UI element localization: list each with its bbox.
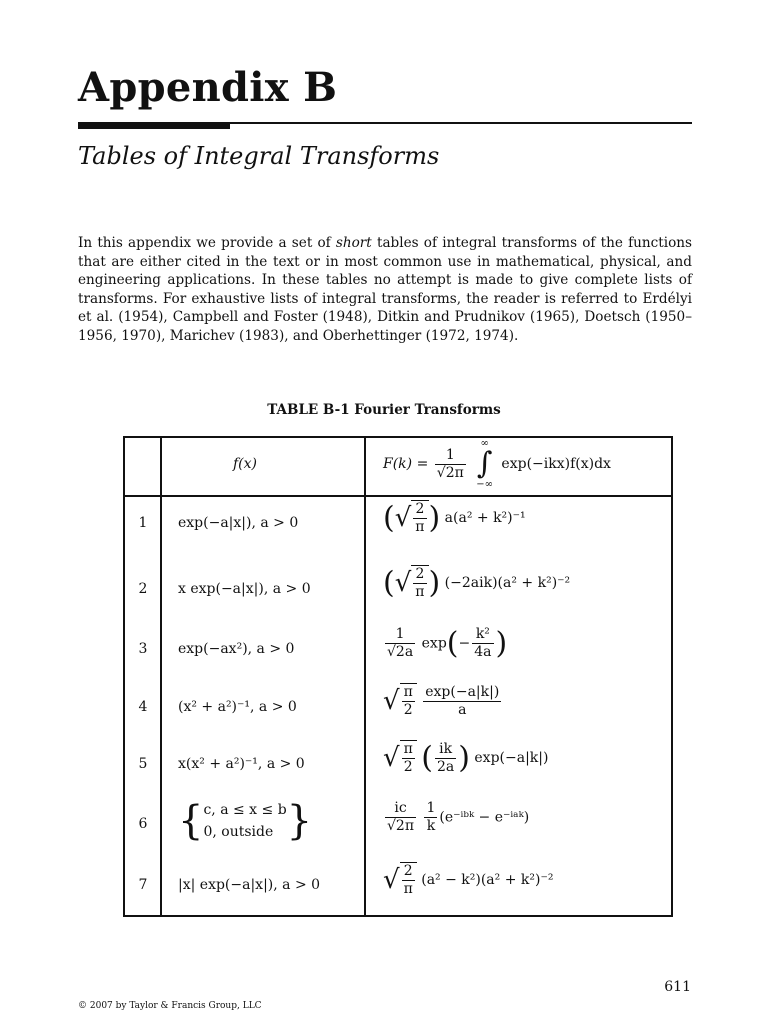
row-fx: x(x² + a²)⁻¹, a > 0 [178, 756, 305, 772]
page-number: 611 [664, 979, 691, 995]
row-number: 2 [138, 581, 148, 597]
column-divider [364, 438, 366, 915]
row-Fk: √ $\frac{2}{\pi}$ (a² − k²)(a² + k²)⁻² [383, 863, 554, 897]
header-Fk: F(k) = $\frac{1}{√2\pi}$ ∞ ∫ −∞ exp(−ikx)f(x)dx [383, 438, 611, 490]
row-number: 5 [138, 756, 148, 772]
row-fx: (x² + a²)⁻¹, a > 0 [178, 699, 297, 715]
row-number: 7 [138, 877, 148, 893]
fourier-transform-table [123, 436, 673, 917]
row-fx: x exp(−a|x|), a > 0 [178, 581, 311, 597]
row-Fk: (√ $\frac{2}{\pi}$ ) a(a² + k²)⁻¹ [383, 500, 526, 536]
row-Fk: $\frac{1}{√2a}$ exp(− $\frac{\text{k²}}{4a}$ ) [387, 626, 508, 661]
table-caption: TABLE B-1 Fourier Transforms [267, 402, 501, 418]
row-number: 4 [138, 699, 148, 715]
row-number: 6 [138, 816, 148, 832]
header-divider [125, 495, 671, 497]
header-fx: f(x) [233, 456, 258, 472]
row-fx: |x| exp(−a|x|), a > 0 [178, 877, 321, 893]
row-Fk: √ $\frac{\pi}{2}$ ( $\frac{ik}{2a}$ ) exp(−a|k|) [383, 740, 549, 776]
row-Fk: (√ $\frac{2}{\pi}$ ) (−2aik)(a² + k²)⁻² [383, 565, 571, 601]
row-fx: exp(−ax²), a > 0 [178, 641, 295, 657]
copyright-notice: © 2007 by Taylor & Francis Group, LLC [78, 1001, 262, 1011]
title-rule-accent [78, 122, 230, 129]
column-divider [160, 438, 162, 915]
row-fx-piecewise: { c, a ≤ x ≤ b 0, outside } [178, 798, 313, 844]
row-Fk: $\frac{ic}{√2\pi}$ $\frac{1}{k}$ (e⁻ⁱᵇᵏ − e⁻ⁱᵃᵏ) [387, 800, 530, 834]
intro-emphasis: short [335, 235, 372, 251]
intro-paragraph: In this appendix we provide a set of short tables of integral transforms of the functions that are either cited in the text or in most common use in mathematical, physical, and engineering applications. In these tables no attempt is made to give complete lists of transforms. For exhaustive lists of integral transforms, the reader is referred to Erdélyi et al. (1954), Campbell and Foster (1948), Ditkin and Prudnikov (1965), Doetsch (1950–1956, 1970), Marichev (1983), and Oberhettinger (1972, 1974). [78, 235, 692, 344]
row-number: 1 [138, 515, 148, 531]
row-Fk: √ $\frac{\pi}{2}$ $\frac{\exp(-a|k|)}{a}$ [383, 683, 500, 718]
row-number: 3 [138, 641, 148, 657]
chapter-title: Appendix B [78, 64, 338, 111]
chapter-subtitle: Tables of Integral Transforms [78, 142, 440, 170]
row-fx: exp(−a|x|), a > 0 [178, 515, 299, 531]
